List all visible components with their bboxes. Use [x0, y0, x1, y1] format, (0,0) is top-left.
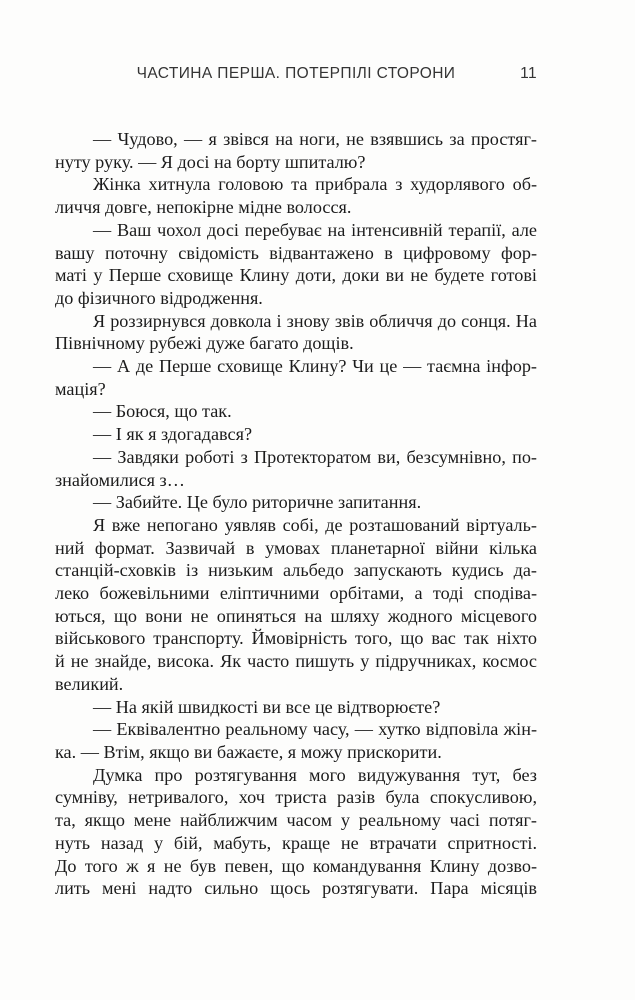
- text-line: нуту руку. — Я досі на борту шпиталю?: [55, 151, 366, 172]
- text-line: й не знайде, висока. Як часто пишуть у підручниках, космос: [55, 651, 537, 672]
- text-line: личчя довге, непокірне мідне волосся.: [55, 197, 352, 218]
- paragraph: [55, 764, 537, 900]
- text-line: до фізичного відродження.: [55, 287, 263, 308]
- text-line: — А де Перше сховище Клину? Чи це — таємна інфор-: [93, 356, 537, 377]
- text-line: — Завдяки роботі з Протекторатом ви, безсумнівно, по-: [93, 446, 537, 467]
- running-header: [55, 64, 537, 84]
- text-line: сумніву, нетривалого, хоч триста разів була спокусливою,: [55, 787, 537, 808]
- text-line: лить мені надто сильно щось розтягувати. Пара місяців: [55, 878, 537, 899]
- paragraph: [55, 173, 537, 218]
- text-line: — Боюся, що так.: [93, 401, 232, 422]
- running-header-title: ЧАСТИНА ПЕРША. ПОТЕРПІЛІ СТОРОНИ: [136, 65, 456, 82]
- paragraph: [55, 491, 537, 514]
- paragraph: [55, 128, 537, 173]
- text-line: Я вже непогано уявляв собі, де розташований віртуаль-: [93, 514, 537, 535]
- paragraph: [55, 446, 537, 491]
- text-line: — Забийте. Це було риторичне запитання.: [93, 492, 422, 513]
- text-line: Жінка хитнула головою та прибрала з худорлявого об-: [93, 174, 537, 195]
- text-line: леко божевільними еліптичними орбітами, а тоді сподіва-: [55, 583, 537, 604]
- text-line: та, якщо мене найближчим часом у реальному часі потяг-: [55, 810, 537, 831]
- text-line: нуть назад у бій, мабуть, краще не втрачати спритності.: [55, 832, 537, 853]
- text-line: мація?: [55, 378, 106, 399]
- paragraph: [55, 400, 537, 423]
- text-line: маті у Перше сховище Клину доти, доки ви не будете готові: [55, 265, 537, 286]
- paragraph: [55, 219, 537, 310]
- paragraph: [55, 355, 537, 400]
- text-line: станцій-сховків із низьким альбедо запускають кудись да-: [55, 560, 537, 581]
- text-line: Думка про розтягування мого видужування тут, без: [93, 764, 537, 785]
- text-line: — Еквівалентно реальному часу, — хутко відповіла жін-: [93, 719, 537, 740]
- text-line: Я роззирнувся довкола і знову звів обличчя до сонця. На: [93, 310, 537, 331]
- paragraph: [55, 696, 537, 719]
- text-line: Північному рубежі дуже багато дощів.: [55, 333, 354, 354]
- paragraph: [55, 718, 537, 763]
- text-line: — Чудово, — я звівся на ноги, не взявшись за простяг-: [93, 129, 537, 149]
- text-line: До того ж я не був певен, що командування Клину дозво-: [55, 855, 537, 876]
- page-body: [55, 128, 537, 900]
- text-line: великий.: [55, 673, 124, 694]
- page-number: 11: [520, 65, 537, 82]
- paragraph: [55, 423, 537, 446]
- text-line: військового транспорту. Ймовірність того, що вас так ніхто: [55, 628, 537, 649]
- text-line: знайомилися з…: [55, 469, 185, 490]
- paragraph: [55, 310, 537, 355]
- paragraph: [55, 514, 537, 696]
- text-line: — На якій швидкості ви все це відтворюєте?: [93, 696, 441, 717]
- text-line: — І як я здогадався?: [93, 424, 253, 445]
- text-line: ка. — Втім, якщо ви бажаєте, я можу прискорити.: [55, 741, 442, 762]
- text-line: вашу поточну свідомість відвантажено в цифровому фор-: [55, 242, 537, 263]
- text-line: ний формат. Зазвичай в умовах планетарної війни кілька: [55, 537, 537, 558]
- text-line: ються, що вони не опиняться на шляху жодного місцевого: [55, 605, 537, 626]
- text-line: — Ваш чохол досі перебуває на інтенсивній терапії, але: [93, 219, 537, 240]
